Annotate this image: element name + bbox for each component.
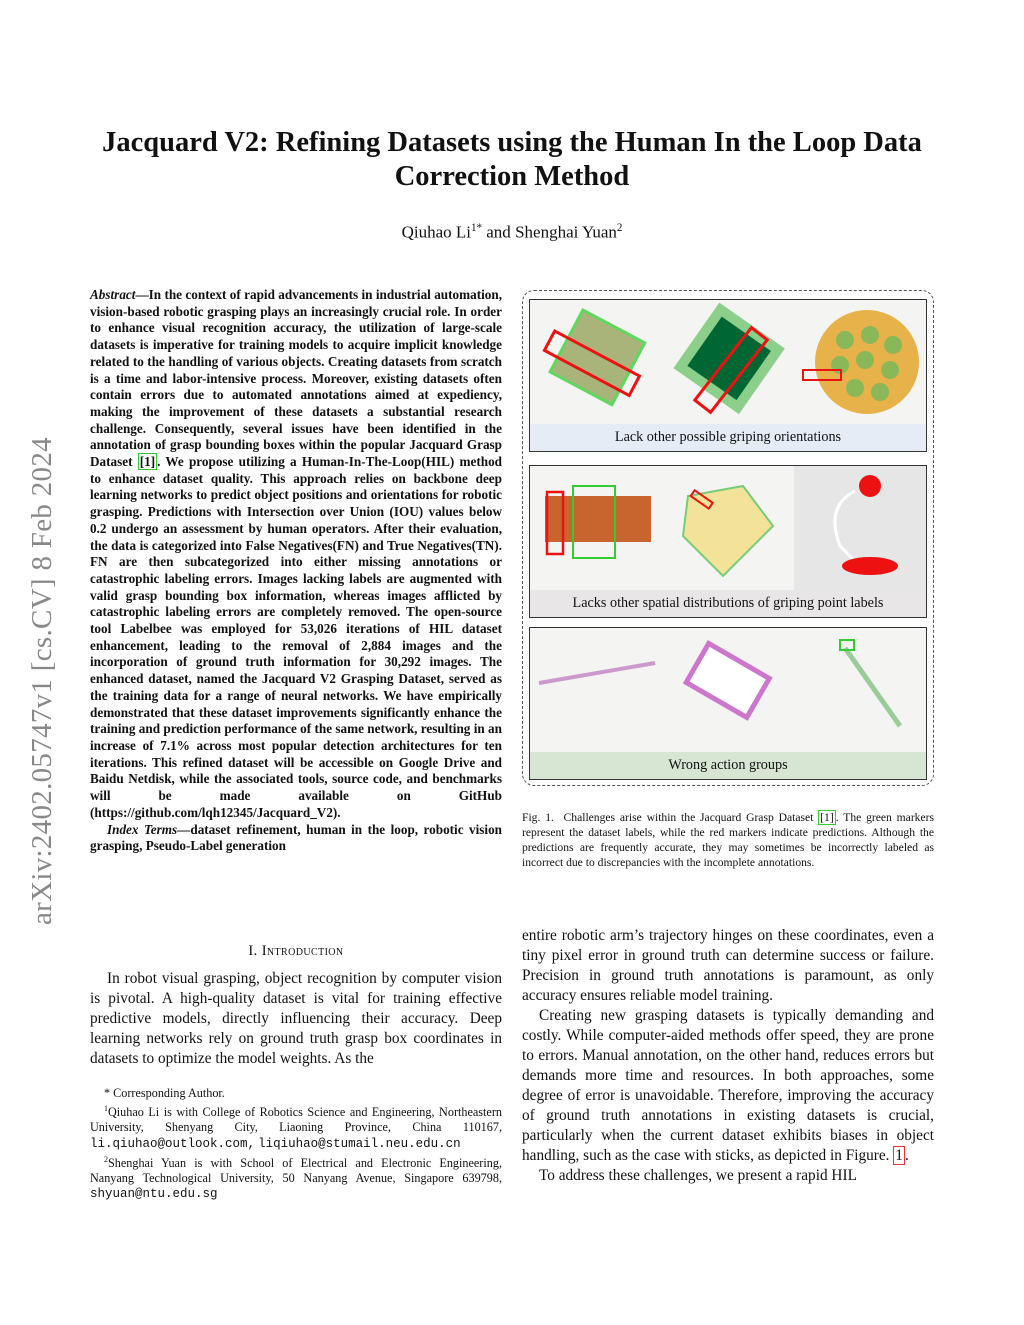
grasp-image: [662, 300, 794, 424]
abstract-text-cont: . We propose utilizing a Human-In-The-Loop(HIL) method to enhance dataset quality. This approach relies on backbone deep learning networks to predict object positions and orientations for robotic grasping. Predictions with Intersection over Union (IOU) values below 0.2 undergo an assessment by human operators. After their evaluation, the data is categorized into False Negatives(FN) and True Negatives(TN). FN are then subcategorized into either missing annotations or catastrophic labeling errors. Images lacking labels are augmented with valid grasp bounding box information, whereas images afflicted by catastrophic labeling errors are completely removed. The open-source tool Labelbee was employed for 53,026 iterations of HIL dataset enhancement, leading to the removal of 2,884 images and the incorporation of ground truth information for 30,292 images. The enhanced dataset, named the Jacquard V2 Grasping Dataset, served as the training data for a range of neural networks. We have empirically demonstrated that these dataset improvements significantly enhance the training and prediction performance of the same network, resulting in an increase of 7.1% across most popular detection architectures for ten iterations. This refined dataset will be accessible on Google Drive and Baidu Netdisk, while the associated tools, source code, and benchmarks will be made available on GitHub (https://github.com/lqh12345/Jacquard_V2).: [90, 454, 502, 820]
grasp-image: [794, 628, 926, 752]
caption-label: Fig. 1.: [522, 811, 554, 824]
figure-link[interactable]: 1: [895, 1147, 903, 1164]
author-2: Shenghai Yuan: [515, 222, 617, 242]
footnotes: [90, 1086, 502, 1203]
paper-title: Jacquard V2: Refining Datasets using the Human In the Loop Data Correction Method: [102, 127, 922, 192]
footnote-1-text: Qiuhao Li is with College of Robotics Science and Engineering, Northeastern University, Shenyang City, Liaoning Province, China 110167,: [90, 1105, 502, 1135]
email-link[interactable]: li.qiuhao@outlook.com,: [90, 1136, 256, 1151]
grasp-image: [662, 466, 794, 590]
paragraph-text: Creating new grasping datasets is typically demanding and costly. While computer-aided methods offer speed, they are prone to errors. Manual annotation, on the other hand, reduces errors but demands more time and resources. In both approaches, some degree of error is unavoidable. Therefore, improving the accuracy of ground truth annotations in existing datasets is crucial, particularly when the current dataset exhibits biases in object handling, such as the case with sticks, as depicted in Figure.: [522, 1007, 934, 1164]
figure-1: [522, 290, 934, 786]
grasp-image: [794, 300, 926, 424]
panel-label: Wrong action groups: [530, 752, 926, 779]
grasp-image: [530, 300, 662, 424]
footnote-2: [90, 1152, 502, 1203]
figure-panel-spatial: [529, 465, 927, 618]
grasp-image: [794, 466, 926, 590]
citation-link[interactable]: [1]: [139, 454, 156, 470]
index-terms-label: Index Terms: [107, 821, 178, 837]
figure-panel-wrong-action: [529, 627, 927, 780]
paragraph-text-end: .: [904, 1147, 909, 1164]
arxiv-identifier[interactable]: arXiv:2402.05747v1 [cs.CV] 8 Feb 2024: [26, 437, 58, 925]
footnote-1-mark: 1: [104, 1104, 108, 1114]
paragraph: entire robotic arm’s trajectory hinges on these coordinates, even a tiny pixel error in ground truth can determine success or failure. Precision in ground truth annotations is paramount, as only accuracy ensures reliable model training.: [522, 927, 934, 1004]
email-link[interactable]: liqiuhao@stumail.neu.edu.cn: [258, 1136, 461, 1151]
abstract-text: —In the context of rapid advancements in industrial automation, vision-based robotic grasping plays an increasingly crucial role. In order to enhance visual recognition accuracy, the utilization of large-scale datasets is imperative for training models to acquire implicit knowledge related to the handling of various objects. Creating datasets from scratch is a time and labor-intensive process. Moreover, existing datasets often contain errors due to automated annotations aimed at expediency, making the improvement of these datasets a substantial research challenge. Consequently, several issues have been identified in the annotation of grasp bounding boxes within the popular Jacquard Grasp Dataset: [90, 287, 502, 470]
grasp-image: [662, 628, 794, 752]
figure-caption: [522, 810, 934, 870]
grasp-image: [530, 628, 662, 752]
author-and: and: [482, 222, 516, 242]
grasp-image: [530, 466, 662, 590]
author-2-affil: 2: [616, 222, 623, 234]
section-number: I.: [248, 943, 262, 959]
authors: [80, 222, 944, 243]
footnote-2-text: Shenghai Yuan is with School of Electrical and Electronic Engineering, Nanyang Technological University, 50 Nanyang Avenue, Singapore 639798,: [90, 1155, 502, 1186]
section-title: Introduction: [261, 943, 344, 959]
footnote-2-mark: 2: [104, 1154, 108, 1164]
paragraph: To address these challenges, we present a rapid HIL: [539, 1167, 857, 1184]
section-heading: [90, 943, 502, 960]
abstract: [90, 287, 502, 855]
author-1: Qiuhao Li: [401, 222, 471, 242]
intro-paragraph: In robot visual grasping, object recognition by computer vision is pivotal. A high-quality dataset is vital for training effective predictive models, directly influencing their accuracy. Deep learning networks rely on ground truth grasp box coordinates in datasets to optimize the model weights. As the: [90, 970, 502, 1067]
figure-panel-orientations: [529, 299, 927, 452]
caption-text: Challenges arise within the Jacquard Grasp Dataset: [553, 811, 819, 824]
email-link[interactable]: shyuan@ntu.edu.sg: [90, 1187, 218, 1202]
author-1-affil: 1*: [470, 222, 483, 234]
footnote-1: [90, 1101, 502, 1152]
caption-text-cont: . The green markers represent the dataset labels, while the red markers indicate predictions. Although the predictions are frequently accurate, they may sometimes be incorrectly labeled as incorrect due to discrepancies with the incomplete annotations.: [522, 811, 934, 870]
footnote-corresponding: * Corresponding Author.: [104, 1086, 225, 1100]
panel-label: Lacks other spatial distributions of griping point labels: [530, 590, 926, 617]
paragraph: [522, 1006, 934, 1166]
citation-link[interactable]: [1]: [820, 811, 834, 824]
abstract-label: Abstract: [90, 287, 136, 302]
index-terms: —dataset refinement, human in the loop, robotic vision grasping, Pseudo-Label generation: [90, 821, 502, 854]
right-column-text: [522, 926, 934, 1186]
panel-label: Lack other possible griping orientations: [530, 424, 926, 451]
